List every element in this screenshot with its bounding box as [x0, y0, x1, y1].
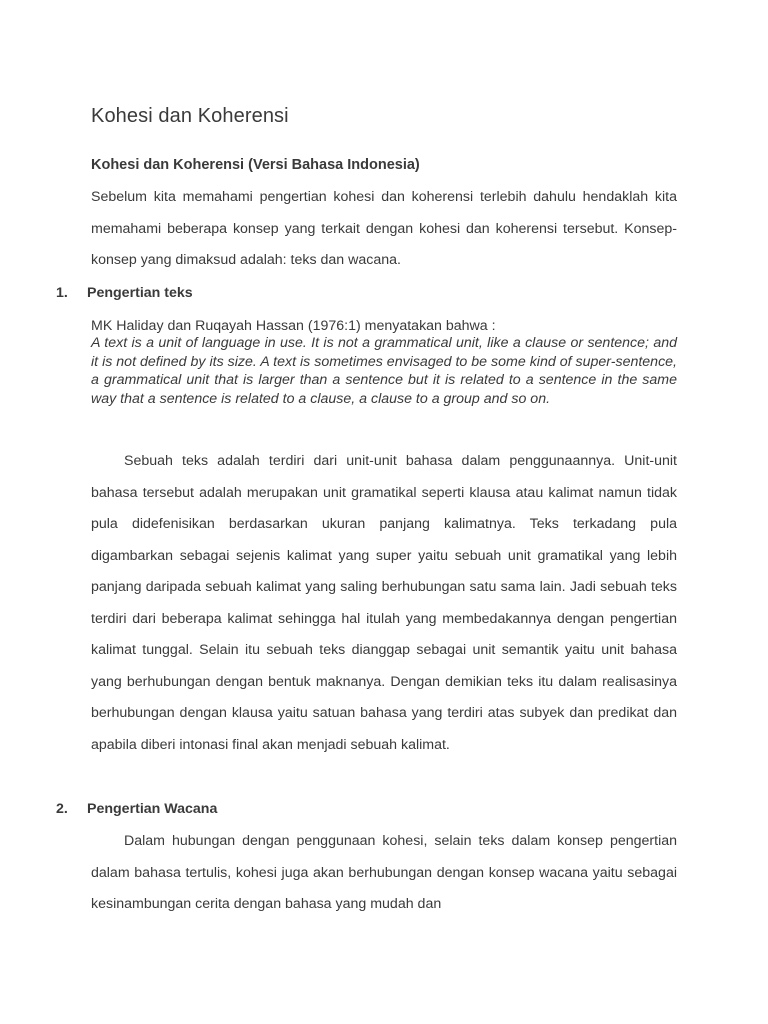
block-quote: A text is a unit of language in use. It is not a grammatical unit, like a clause or sentence; and it is not defined by its size. A text is sometimes envisaged to be some kind of super-sentence, a grammatical unit that is larger than a sentence but it is related to a sentence in the same way that a sentence is related to a clause, a clause to a group and so on.: [91, 335, 677, 407]
document-title: Kohesi dan Koherensi: [91, 105, 289, 127]
quote-attribution: MK Haliday dan Ruqayah Hassan (1976:1) menyatakan bahwa :: [91, 318, 496, 334]
section-1-body: Sebuah teks adalah terdiri dari unit-unit bahasa dalam penggunaannya. Unit-unit bahasa tersebut adalah merupakan unit gramatikal seperti klausa atau kalimat namun tidak pula didefenisikan berdasarkan ukuran panjang kalimatnya. Teks terkadang pula digambarkan sebagai sejenis kalimat yang super yaitu sebuah unit gramatikal yang lebih panjang daripada sebuah kalimat yang saling berhubungan satu sama lain. Jadi sebuah teks terdiri dari beberapa kalimat sehingga hal itulah yang membedakannya dengan pengertian kalimat tunggal. Selain itu sebuah teks dianggap sebagai unit semantik yaitu unit bahasa yang berhubungan dengan bentuk maknanya. Dengan demikian teks itu dalam realisasinya berhubungan dengan klausa yaitu satuan bahasa yang terdiri atas subyek dan predikat dan apabila diberi intonasi final akan menjadi sebuah kalimat.: [91, 453, 677, 753]
section-2-title: Pengertian Wacana: [87, 801, 218, 817]
section-1-heading: [56, 285, 193, 301]
section-1-title: Pengertian teks: [87, 285, 193, 301]
section-2-number: 2.: [56, 801, 68, 817]
intro-paragraph: Sebelum kita memahami pengertian kohesi dan koherensi terlebih dahulu hendaklah kita memahami beberapa konsep yang terkait dengan kohesi dan koherensi tersebut. Konsep-konsep yang dimaksud adalah: teks dan wacana.: [91, 189, 677, 268]
section-2-body: Dalam hubungan dengan penggunaan kohesi, selain teks dalam konsep pengertian dalam bahasa tertulis, kohesi juga akan berhubungan dengan konsep wacana yaitu sebagai kesinambungan cerita dengan bahasa yang mudah dan: [91, 833, 677, 912]
document-subtitle: Kohesi dan Koherensi (Versi Bahasa Indonesia): [91, 157, 420, 173]
section-1-number: 1.: [56, 285, 68, 301]
section-2-heading: [56, 801, 217, 817]
